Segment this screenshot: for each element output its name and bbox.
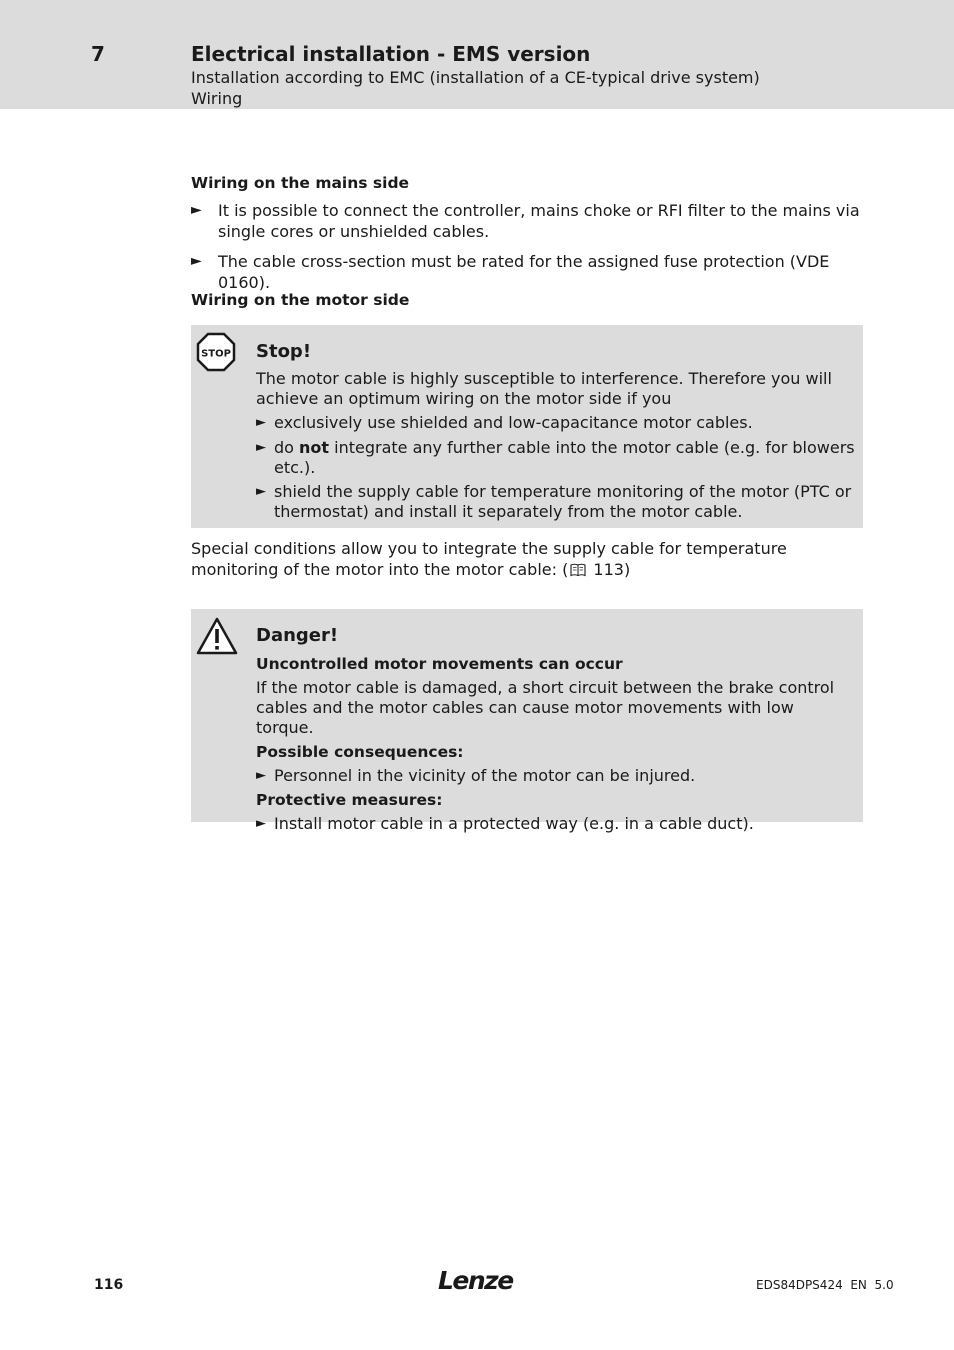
danger-description: If the motor cable is damaged, a short circuit between the brake control cables and the motor cables can cause motor movements with low torque. (256, 678, 835, 737)
list-item (191, 200, 863, 242)
bullet-arrow-icon: ► (256, 484, 266, 499)
list-item (256, 482, 856, 522)
danger-notice-body (256, 626, 856, 834)
consequences-label: Possible consequences: (256, 743, 464, 761)
book-reference-icon (570, 562, 586, 583)
motor-side-heading: Wiring on the motor side (191, 291, 410, 309)
bullet-text: exclusively use shielded and low-capacitance motor cables. (274, 413, 753, 432)
danger-subheading: Uncontrolled motor movements can occur (256, 655, 623, 673)
warning-triangle-icon (196, 616, 238, 660)
bullet-text: The cable cross-section must be rated for the assigned fuse protection (VDE 0160). (218, 252, 830, 292)
bullet-text: It is possible to connect the controller, mains choke or RFI filter to the mains via single cores or unshielded cables. (218, 201, 860, 241)
stop-notice-body (256, 342, 856, 522)
stop-intro: The motor cable is highly susceptible to interference. Therefore you will achieve an optimum wiring on the motor side if you (256, 369, 832, 408)
lenze-logo (438, 1265, 518, 1299)
bullet-arrow-icon: ► (191, 202, 202, 218)
section-subtitle: Installation according to EMC (installation of a CE-typical drive system) (191, 68, 760, 87)
document-id: EDS84DPS424 EN 5.0 (756, 1278, 894, 1292)
danger-notice (191, 609, 863, 833)
bullet-emphasis: not (299, 438, 330, 457)
mains-side-heading: Wiring on the mains side (191, 174, 410, 192)
stop-sign-icon (196, 332, 236, 376)
chapter-title: Electrical installation - EMS version (191, 42, 591, 66)
list-item (256, 766, 856, 786)
danger-title: Danger! (256, 625, 339, 646)
list-item (256, 413, 856, 433)
list-item (256, 438, 856, 478)
page-reference: 113) (588, 559, 631, 579)
special-conditions-text: Special conditions allow you to integrate the supply cable for temperature monitoring of the motor into the motor cable: ( (191, 539, 787, 579)
bullet-text-prefix: do (274, 438, 300, 457)
special-conditions-paragraph (191, 539, 863, 582)
svg-text:Lenze: Lenze (438, 1266, 513, 1295)
bullet-arrow-icon: ► (256, 440, 266, 455)
stop-notice (191, 325, 863, 528)
bullet-text: Install motor cable in a protected way (e.g. in a cable duct). (274, 814, 754, 833)
bullet-text: shield the supply cable for temperature monitoring of the motor (PTC or thermostat) and install it separately from the motor cable. (274, 482, 852, 521)
bullet-arrow-icon: ► (191, 253, 202, 269)
bullet-text-rest: integrate any further cable into the motor cable (e.g. for blowers etc.). (274, 438, 855, 477)
bullet-arrow-icon: ► (256, 816, 266, 831)
subsection-subtitle: Wiring (191, 89, 243, 108)
chapter-number: 7 (91, 42, 105, 66)
page-number: 116 (94, 1277, 124, 1293)
bullet-arrow-icon: ► (256, 415, 266, 430)
list-item (191, 251, 863, 293)
bullet-text: Personnel in the vicinity of the motor can be injured. (274, 766, 696, 785)
bullet-arrow-icon: ► (256, 768, 266, 783)
svg-text:STOP: STOP (201, 348, 231, 360)
list-item (256, 814, 856, 834)
measures-label: Protective measures: (256, 791, 443, 809)
stop-title: Stop! (256, 341, 312, 362)
